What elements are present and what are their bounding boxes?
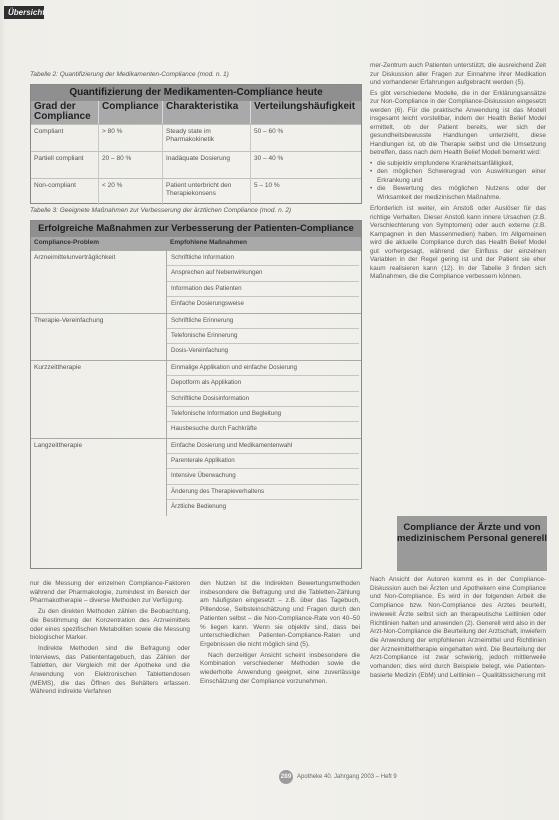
list-item: Telefonische Erinnerung	[167, 329, 359, 344]
list-item: • den möglichen Schweregrad von Auswirkungen einer Erkrankung und	[370, 168, 546, 185]
section-heading-box: Compliance der Ärzte und von medizinischem Personal generell	[397, 516, 547, 571]
table1-header-cell: Verteilungshäufigkeit	[254, 101, 356, 112]
list-item: Hausbesuche durch Fachkräfte	[171, 425, 257, 433]
list-item: Schriftliche Dosisinformation	[167, 392, 359, 407]
right-text-column	[370, 62, 546, 284]
table1-title: Quantifizierung der Medikamenten-Compliance heute	[31, 85, 361, 101]
compliance-quantification-table	[30, 84, 362, 204]
compliance-problem: Therapie-Vereinfachung	[31, 314, 167, 360]
body-paragraph: Erforderlich ist weiter, ein Anstoß oder Auslöser für das richtige Verhalten. Dieser Anstoß kann innere Ursachen (z.B. Verschlechterung von Symptomen) oder auch externe (z.B. Kampagnen in den Massenmedien) haben. Im Allgemeinen wird die aktuelle Compliance durch das Health Belief Model gut vorhergesagt, während der Einfluss der einzelnen Variablen in der Regel gering ist und der Patient sie eher kaum realisieren kann (12). In der Tabelle 3 finden sich Maßnahmen, die die Compliance verbessern können.	[370, 205, 546, 280]
list-item: Telefonische Information und Begleitung	[167, 407, 359, 422]
table2-group	[31, 438, 361, 516]
section-tag: Übersicht	[4, 6, 44, 19]
list-item: Schriftliche Erinnerung	[167, 314, 359, 329]
list-item: • die subjektiv empfundene Krankheitsanfälligkeit,	[370, 160, 546, 169]
measure-list	[167, 314, 363, 360]
compliance-problem: Langzeittherapie	[31, 439, 167, 516]
list-item: Einmalige Applikation und einfache Dosierung	[167, 361, 359, 376]
table1-caption: Tabelle 2: Quantifizierung der Medikamenten-Compliance (mod. n. 1)	[30, 71, 229, 78]
table-cell: Compliant	[31, 125, 99, 151]
table-cell: Partiell compliant	[31, 152, 99, 178]
table1-header-cell: Charakteristika	[163, 101, 251, 124]
table-row	[31, 124, 361, 151]
footer-text: Apotheke 40. Jahrgang 2003 – Heft 9	[297, 774, 397, 780]
table-cell: 5 – 10 %	[254, 182, 280, 189]
table2-header-row	[31, 237, 361, 250]
table-cell: 20 – 80 %	[99, 152, 163, 178]
table-cell: Non-compliant	[31, 179, 99, 205]
table-cell: Patient unterbricht den Therapiekonsens	[163, 179, 251, 205]
table1-header-row	[31, 101, 361, 124]
body-paragraph: Indirekte Methoden sind die Befragung oder Interviews, das Patiententagebuch, das Zählen der Tabletten, der Vergleich mit der Apotheke und die Anwendung von Elektronischen Tablettendosen (MEMS), die das Öffnen des Behälters erfassen. Während indirekte Verfahren	[30, 644, 190, 696]
table1-header-cell: Grad der Compliance	[31, 101, 99, 124]
measure-list	[167, 439, 363, 516]
list-item: Ansprechen auf Nebenwirkungen	[167, 266, 359, 281]
table-cell: 30 – 40 %	[254, 155, 284, 162]
list-item: Information des Patienten	[167, 282, 359, 297]
list-item: Dosis-Vereinfachung	[171, 347, 229, 355]
table-row	[31, 178, 361, 205]
list-item: Depotform als Applikation	[167, 376, 359, 391]
compliance-problem: Arzneimittelunverträglichkeit	[31, 251, 167, 313]
table2-group	[31, 250, 361, 313]
list-item: Parenterale Applikation	[167, 454, 359, 469]
right-text-column-lower	[370, 576, 546, 680]
list-item: Einfache Dosierungsweise	[171, 300, 244, 308]
body-paragraph: Es gibt verschiedene Modelle, die in der Erklärungsansätze zur Non-Compliance in der Compliance-Diskussion eingesetzt werden (6). Für die praktische Anwendung ist das Modell insgesamt leicht vorstellbar, indem der Health Belief Model ermittelt, ob der Patient bereits, wer sich der gesundheitsbewusste Handlungen unterzieht, diese Handlungen ist, ob die Therapie selbst und die Umsetzung betreffen, dass nach dem Health Belief Modell bemerkt wird:	[370, 89, 546, 156]
list-item: • die Bewertung des möglichen Nutzens oder der Wirksamkeit der medizinischen Maßnahme.	[370, 185, 546, 202]
body-paragraph: Zu den direkten Methoden zählen die Beobachtung, die Bestimmung der Konzentration des Arzneimittels oder eines spezifischen Metaboliten sowie die Messung biologischer Marker.	[30, 608, 190, 642]
list-item: Einfache Dosierung und Medikamentenwahl	[167, 439, 359, 454]
table-row	[31, 151, 361, 178]
page-number: 289	[279, 770, 293, 784]
table-cell: Steady state im Pharmakokinetik	[163, 125, 251, 151]
table2-caption: Tabelle 3: Geeignete Maßnahmen zur Verbesserung der ärztlichen Compliance (mod. n. 2)	[30, 207, 292, 214]
list-item: Ärztliche Bedienung	[171, 503, 227, 511]
compliance-measures-table	[30, 220, 362, 569]
bottom-middle-column	[200, 580, 360, 688]
bottom-left-column	[30, 580, 190, 699]
table-cell: < 20 %	[99, 179, 163, 205]
table2-title: Erfolgreiche Maßnahmen zur Verbesserung der Patienten-Compliance	[31, 221, 361, 237]
body-paragraph: Nach Ansicht der Autoren kommt es in der Compliance-Diskussion auch bei Ärzten und Apothekern eine Compliance und Non-Compliance. Es wird in der folgenden Arbeit die Compliance bzw. Non-Compliance des Arztes beurteilt, inwieweit Ärzte selbst sich an therapeutische Leitlinien oder Richtlinien halten und anwenden (2). Generell wird also in der Arzt-Non-Compliance die Beurteilung der Arztschaft, inwiefern die Anwendung der empfohlenen Arzneimittel und Richtlinien der Arzneimitteltherapie eingehalten wird. Die Beurteilung der Arzt-Compliance ist zwar schwierig, jedoch mittlerweile vorhanden; dies wird durch Beispiele belegt, wie Patienten-basierte Medizin (EbM) und Leitlinien – Qualitätssicherung mit	[370, 576, 546, 679]
body-paragraph: mer-Zentrum auch Patienten unterstützt, die ausreichend Zeit zur Diskussion aller Fragen zur Einnahme ihrer Medikation und vorhandener Erfahrungen aufgebracht werden (5).	[370, 62, 546, 86]
measure-list	[167, 251, 363, 313]
list-item: Intensive Überwachung	[167, 469, 359, 484]
body-paragraph: Nach derzeitiger Ansicht scheint insbesondere die Kombination verschiedener Methoden sowie die wiederholte Anwendung geeignet, eine zuverlässige Einschätzung der Compliance vorzunehmen.	[200, 651, 360, 685]
table2-header-cell: Compliance-Problem	[34, 239, 100, 246]
table1-header-cell: Compliance	[99, 101, 163, 124]
table-cell: Inadäquate Dosierung	[163, 152, 251, 178]
list-item: Schriftliche Information	[167, 251, 359, 266]
compliance-problem: Kurzzeittherapie	[31, 361, 167, 438]
table-cell: > 80 %	[99, 125, 163, 151]
body-paragraph: den Nutzen ist die Indirekten Bewertungsmethoden insbesondere die Befragung und die Tabletten-Zählung am häufigsten eingesetzt – z.B. über das Tagebuch, Pillendose, Selbsteinschätzung und Fragen durch den Patienten selbst – die Non-Compliance-Rate von 40–50 % liegen kann. Wenn sie objektiv sind, dass bei unterschiedlichen Patienten-Compliance-Raten und Ergebnissen die nicht möglich sind (5).	[200, 580, 360, 648]
table2-group	[31, 313, 361, 360]
list-item: Änderung des Therapieverhaltens	[167, 485, 359, 500]
measure-list	[167, 361, 363, 438]
health-belief-list	[370, 160, 546, 203]
table2-header-cell: Empfohlene Maßnahmen	[170, 239, 247, 246]
table2-group	[31, 360, 361, 438]
table-cell: 50 – 60 %	[254, 128, 284, 135]
body-paragraph: nur die Messung der einzelnen Compliance-Faktoren während der Pharmakologie, zumindest im Bereich der Pharmakotherapie – diverse Methoden zur Verfügung.	[30, 580, 190, 605]
